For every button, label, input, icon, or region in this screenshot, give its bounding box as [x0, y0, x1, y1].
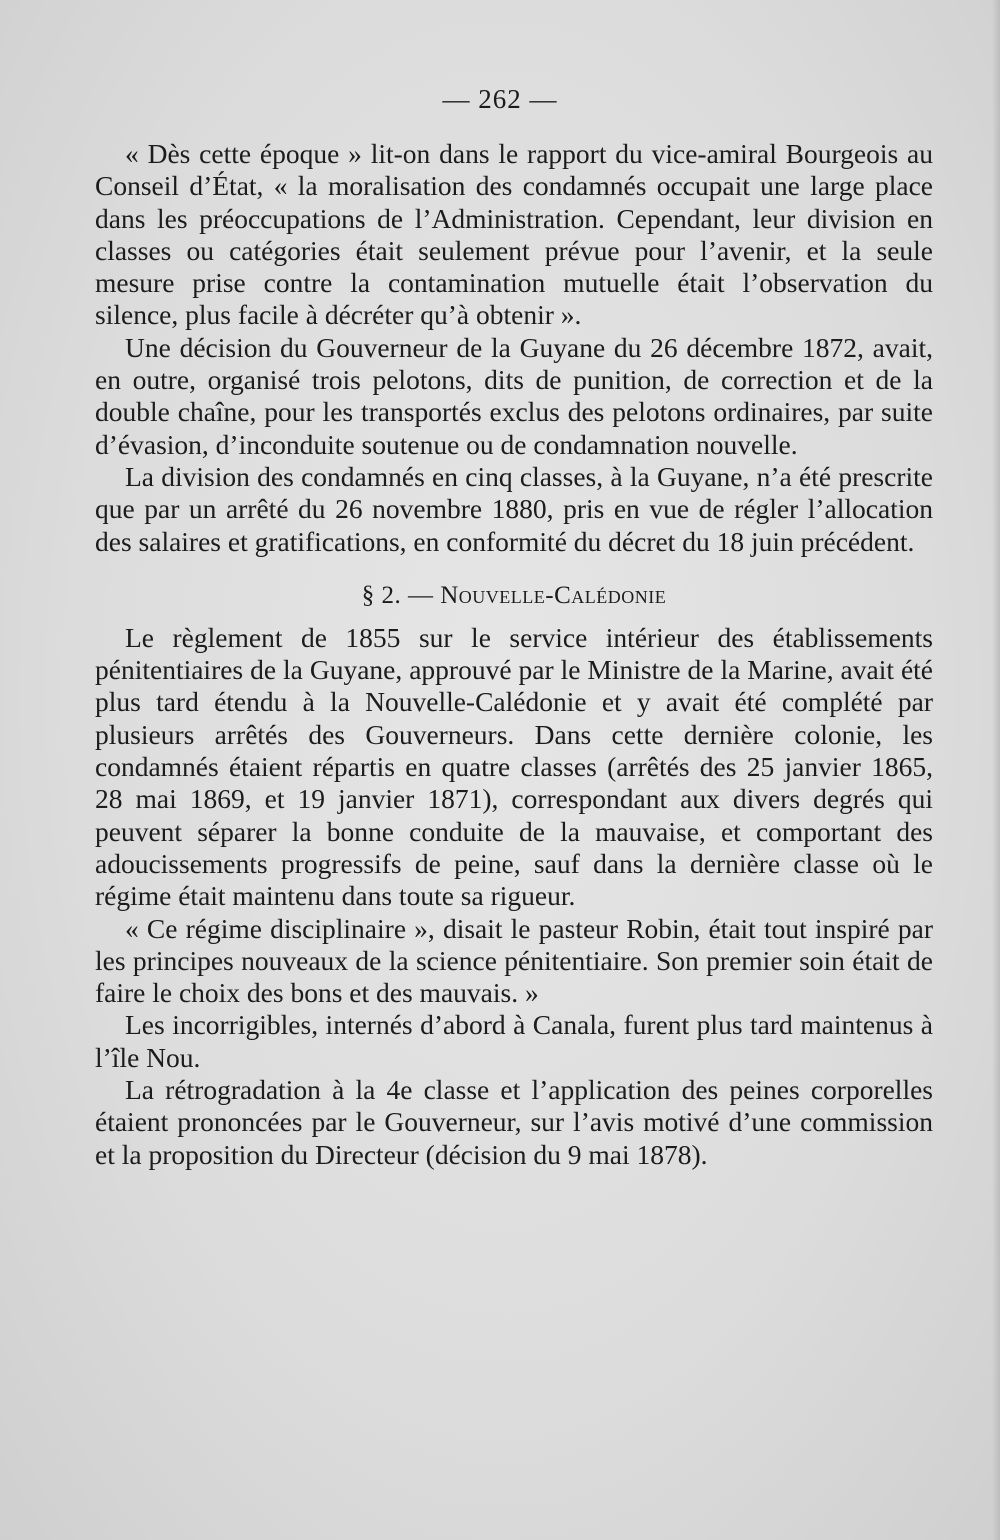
- page-number: — 262 —: [442, 84, 558, 114]
- paragraph-3: La division des condamnés en cinq classes, à la Guyane, n’a été prescrite que par un arrêté du 26 novembre 1880, pris en vue de régler l’allocation des salaires et gratifications, en conformité du décret du 18 juin précédent.: [95, 460, 933, 557]
- paragraph-5: « Ce régime disciplinaire », disait le pasteur Robin, était tout inspiré par les principes nouveaux de la science pénitentiaire. Son premier soin était de faire le choix des bons et des mauvais. »: [95, 912, 933, 1009]
- paragraph-1: « Dès cette époque » lit-on dans le rapport du vice-amiral Bourgeois au Conseil d’État, « la moralisation des condamnés occupait une large place dans les préoccupations de l’Administration. Cependant, leur division en classes ou catégories était seulement prévue pour l’avenir, et la seule mesure prise contre la contamination mutuelle était l’observation du silence, plus facile à décréter qu’à obtenir ».: [95, 138, 933, 331]
- body-text: [95, 138, 933, 1171]
- paragraph-4: Le règlement de 1855 sur le service intérieur des établissements pénitentiaires de la Guyane, approuvé par le Ministre de la Marine, avait été plus tard étendu à la Nouvelle-Calédonie et y avait été complété par plusieurs arrêtés des Gouverneurs. Dans cette dernière colonie, les condamnés étaient répartis en quatre classes (arrêtés des 25 janvier 1865, 28 mai 1869, et 19 janvier 1871), correspondant aux divers degrés qui peuvent séparer la bonne conduite de la mauvaise, et comportant des adoucissements progressifs de peine, sauf dans la dernière classe où le régime était maintenu dans toute sa rigueur.: [95, 621, 933, 912]
- section-heading: § 2. — Nouvelle-Calédonie: [361, 581, 667, 609]
- paragraph-6: Les incorrigibles, internés d’abord à Canala, furent plus tard maintenus à l’île Nou.: [95, 1009, 933, 1073]
- page-edge-shadow: [992, 0, 1000, 1540]
- paragraph-7: La rétrogradation à la 4e classe et l’application des peines corporelles étaient prononcées par le Gouverneur, sur l’avis motivé d’une commission et la proposition du Directeur (décision du 9 mai 1878).: [95, 1074, 933, 1170]
- paragraph-2: Une décision du Gouverneur de la Guyane du 26 décembre 1872, avait, en outre, organisé trois pelotons, dits de punition, de correction et de la double chaîne, pour les transportés exclus des pelotons ordinaires, par suite d’évasion, d’inconduite soutenue ou de condamnation nouvelle.: [95, 331, 933, 460]
